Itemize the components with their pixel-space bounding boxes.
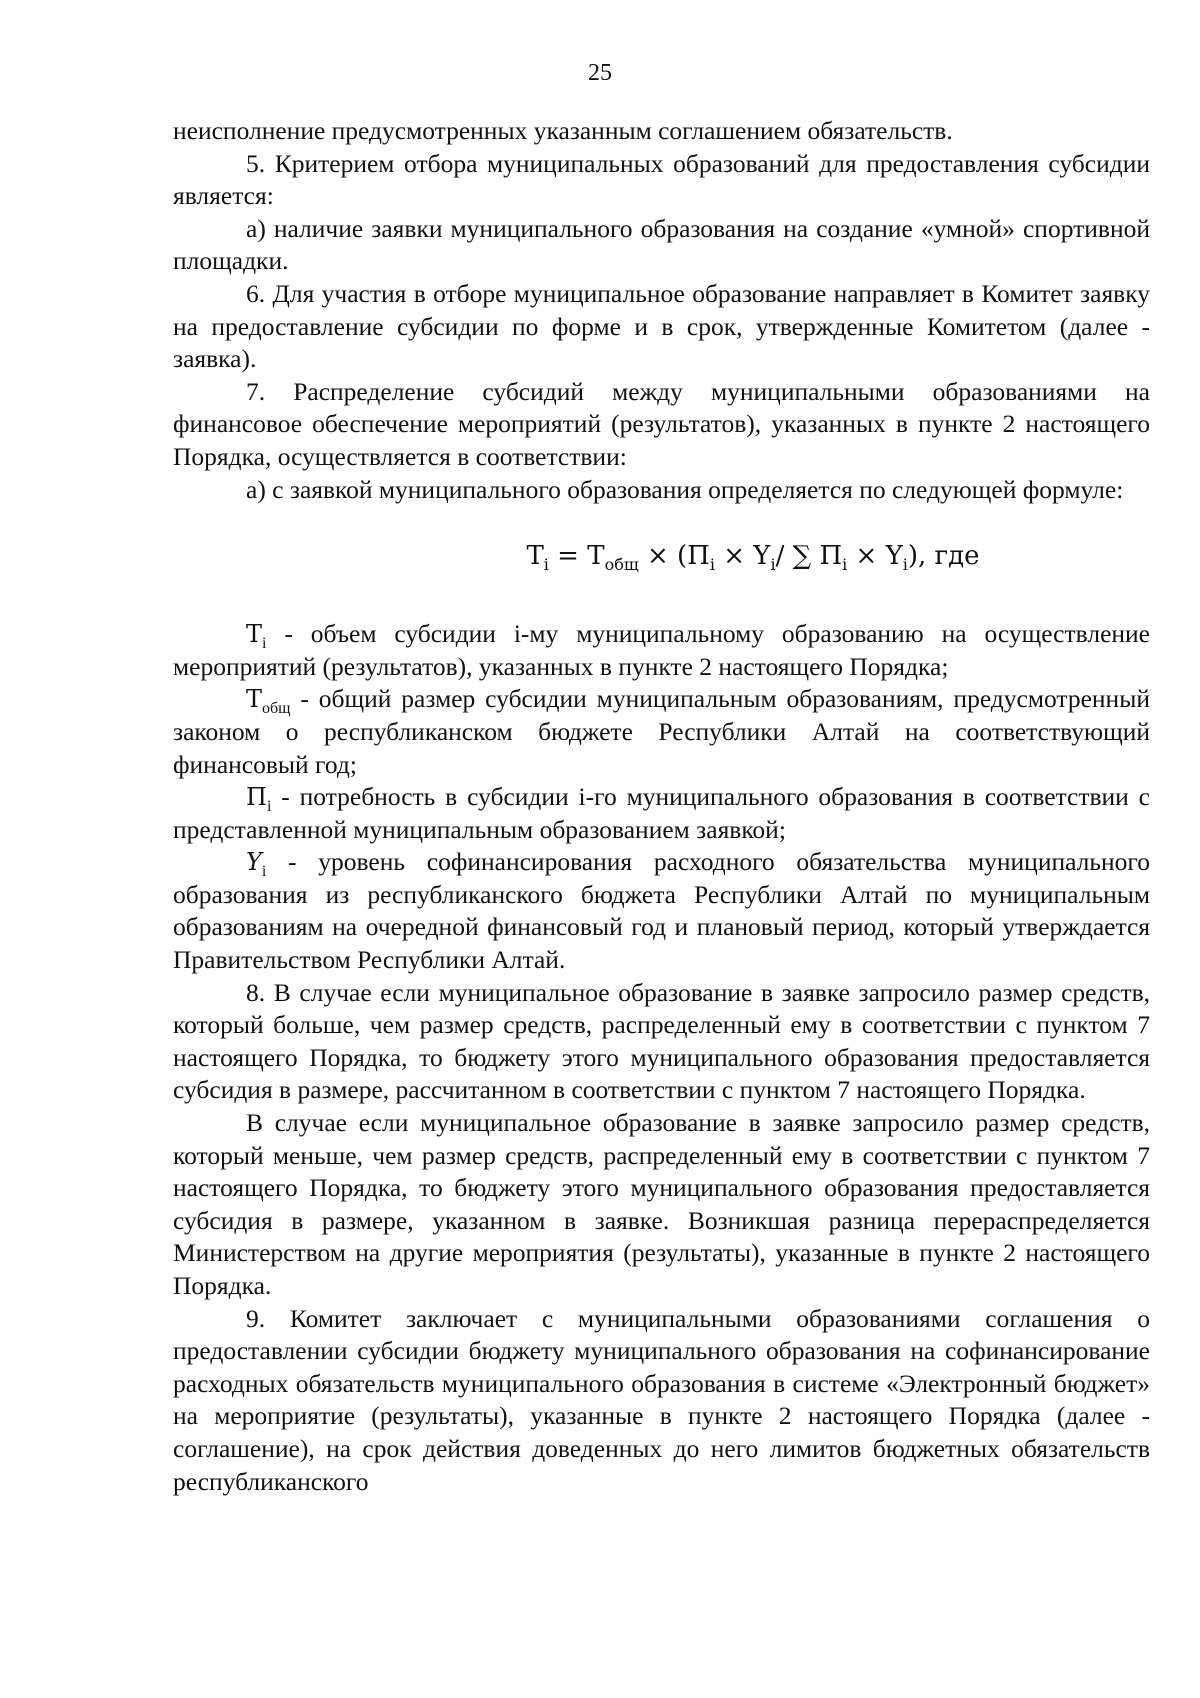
definition-tobsh-sub: общ xyxy=(262,700,291,718)
paragraph-7a: а) с заявкой муниципального образования определяется по следующей формуле: xyxy=(246,474,1124,504)
definition-tobsh xyxy=(173,683,1150,781)
formula-yi2-sub: i xyxy=(902,555,908,575)
formula-tobsh: T xyxy=(587,541,605,572)
formula-equals: = xyxy=(548,541,588,572)
definition-yi-text: - уровень софинансирования расходного обязательства муниципального образования из республиканского бюджета Республики Алтай по муниципальным образованиям на очередной финансовый год и плановый период, который утверждается Правительством Республики Алтай. xyxy=(173,847,1150,975)
paragraph-8-second: В случае если муниципальное образование в заявке запросило размер средств, который меньше, чем размер средств, распределенный ему в соответствии с пунктом 7 настоящего Порядка, то бюджету этого муниципального образования предоставляется субсидия в размере, указанном в заявке. Возникшая разница перераспределяется Министерством на другие мероприятия (результаты), указанные в пункте 2 настоящего Порядка. xyxy=(173,1108,1150,1300)
definition-pi-symbol: П xyxy=(246,783,267,812)
definition-tobsh-symbol: T xyxy=(246,685,263,714)
definition-ti-text: - объем субсидии i-му муниципальному образованию на осуществление мероприятий (результатов), указанных в пункте 2 настоящего Порядка; xyxy=(173,619,1150,681)
formula-mul-y: × Y xyxy=(714,541,771,572)
definition-yi-sub: i xyxy=(261,863,267,881)
document-body xyxy=(173,115,1150,1498)
paragraph-7: 7. Распределение субсидий между муниципальными образованиями на финансовое обеспечение мероприятий (результатов), указанных в пункте 2 настоящего Порядка, осуществляется в соответствии: xyxy=(173,376,1150,471)
formula-mul-y2: × Y xyxy=(847,541,903,572)
definition-pi-text: - потребность в субсидии i-го муниципального образования в соответствии с представленной муниципальным образованием заявкой; xyxy=(173,782,1150,844)
page-number: 25 xyxy=(588,60,612,86)
formula-sum: / ∑ П xyxy=(775,541,843,572)
subsidy-formula xyxy=(403,536,1103,576)
formula-tobsh-sub: общ xyxy=(604,555,639,575)
definition-ti xyxy=(173,618,1150,683)
paragraph-continuation: неисполнение предусмотренных указанным соглашением обязательств. xyxy=(173,116,953,145)
definition-pi xyxy=(173,781,1150,846)
formula-pi-sub: i xyxy=(709,555,715,575)
formula-open: × (П xyxy=(638,541,710,572)
definition-yi-symbol: Y xyxy=(246,848,262,877)
formula-yi-sub: i xyxy=(770,555,776,575)
formula-ti-sub: i xyxy=(543,555,549,575)
formula-ti: T xyxy=(526,541,544,572)
paragraph-8: 8. В случае если муниципальное образование в заявке запросило размер средств, который больше, чем размер средств, распределенный ему в соответствии с пунктом 7 настоящего Порядка, то бюджету этого муниципального образования предоставляется субсидия в размере, рассчитанном в соответствии с пунктом 7 настоящего Порядка. xyxy=(173,977,1150,1105)
definition-ti-symbol: T xyxy=(246,620,263,649)
formula-pi2-sub: i xyxy=(842,555,848,575)
paragraph-5: 5. Критерием отбора муниципальных образований для предоставления субсидии является: xyxy=(173,148,1150,211)
paragraph-9: 9. Комитет заключает с муниципальными образованиями соглашения о предоставлении субсидии бюджету муниципального образования на софинансирование расходных обязательств муниципального образования в системе «Электронный бюджет» на мероприятие (результаты), указанные в пункте 2 настоящего Порядка (далее - соглашение), на срок действия доведенных до него лимитов бюджетных обязательств республиканского xyxy=(173,1303,1150,1496)
definition-ti-sub: i xyxy=(262,635,267,653)
definition-pi-sub: i xyxy=(266,798,272,816)
paragraph-6: 6. Для участия в отборе муниципальное образование направляет в Комитет заявку на предоставление субсидии по форме и в срок, утвержденные Комитетом (далее - заявка). xyxy=(173,278,1150,374)
formula-close: ), где xyxy=(907,541,980,572)
definition-tobsh-text: - общий размер субсидии муниципальным образованиям, предусмотренный законом о республиканском бюджете Республики Алтай на соответствующий финансовый год; xyxy=(173,684,1150,779)
paragraph-5a: а) наличие заявки муниципального образования на создание «умной» спортивной площадки. xyxy=(173,213,1150,276)
definition-yi xyxy=(173,846,1150,976)
